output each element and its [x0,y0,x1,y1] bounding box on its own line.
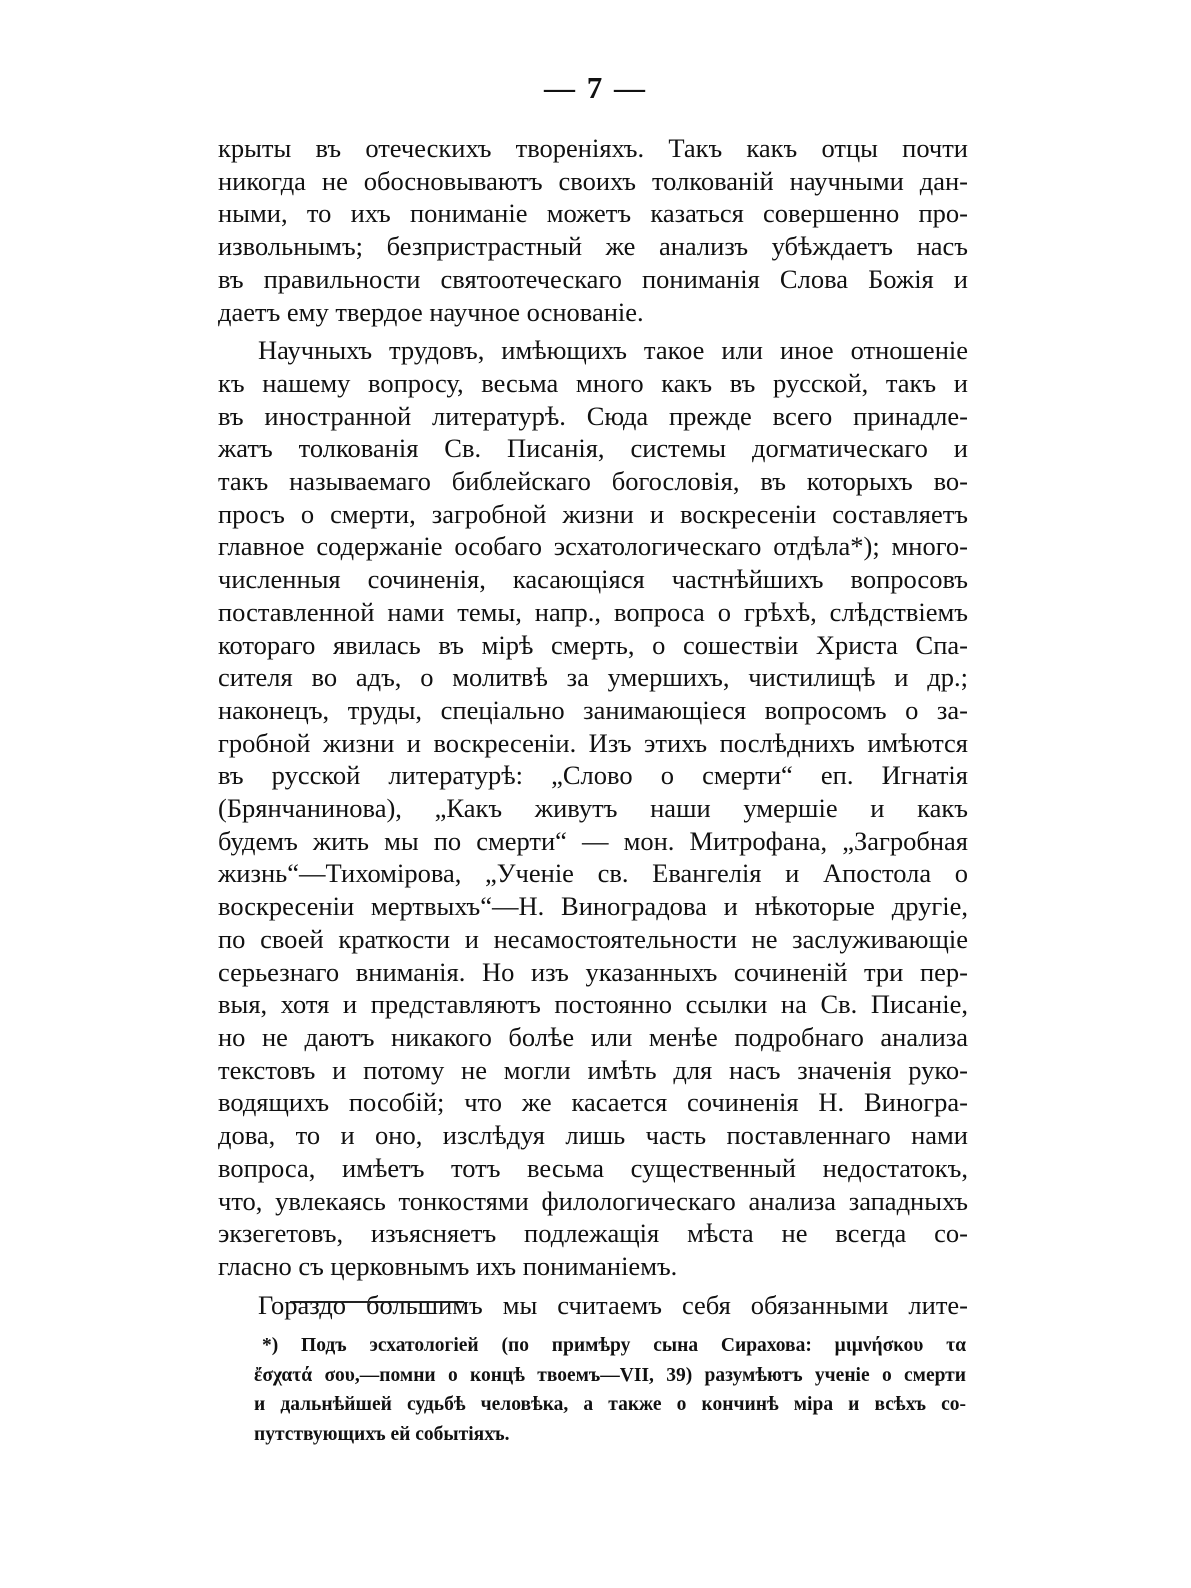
text-line: Научныхъ трудовъ, имѣющихъ такое или иное отношеніе [258,335,968,366]
text-line: Гораздо большимъ мы считаемъ себя обязанными лите- [258,1289,968,1320]
text-line: въ русской литературѣ: „Слово о смерти“ еп. Игнатія [218,760,968,791]
page-number: — 7 — [544,70,647,105]
text-line: котораго явилась въ мірѣ смерть, о сошествіи Христа Спа- [218,629,968,660]
text-line: такъ называемаго библейскаго богословія, въ которыхъ во- [218,466,968,497]
text-line: главное содержаніе особаго эсхатологическаго отдѣла*); много- [218,531,968,562]
text-line: даетъ ему твердое научное основаніе. [218,296,644,327]
footnote [254,1331,966,1449]
text-line: что, увлекаясь тонкостями филологическаго анализа западныхъ [218,1185,968,1216]
footnote-line: и дальнѣйшей судьбѣ человѣка, а также о кончинѣ міра и всѣхъ со- [254,1394,966,1415]
paragraph-1 [218,132,968,328]
text-line: наконецъ, труды, спеціально занимающіеся вопросомъ о за- [218,694,968,725]
text-line: вопроса, имѣетъ тотъ весьма существенный недостатокъ, [218,1152,968,1183]
text-line: въ правильности святоотеческаго пониманія Слова Божія и [218,263,968,294]
text-line: крыты въ отеческихъ твореніяхъ. Такъ какъ отцы почти [218,133,968,163]
text-line: гласно съ церковнымъ ихъ пониманіемъ. [218,1250,678,1281]
text-line: просъ о смерти, загробной жизни и воскресеніи составляетъ [218,498,968,529]
main-text [218,132,968,1321]
text-line: водящихъ пособій; что же касается сочиненія Н. Виногра- [218,1087,968,1118]
paragraph-3 [218,1289,968,1322]
footnote-line: путствующихъ ей событіяхъ. [254,1423,510,1445]
footnote-line: *) Подъ эсхатологіей (по примѣру сына Сирахова: μιμνήσκου τα [262,1335,966,1356]
text-line: къ нашему вопросу, весьма много какъ въ русской, такъ и [218,367,968,398]
text-line: дова, то и оно, изслѣдуя лишь часть поставленнаго нами [218,1120,968,1151]
footnote-line: ἔσχατά σου,—помни о концѣ твоемъ—VII, 39) разумѣютъ ученіе о смерти [254,1364,966,1386]
text-line: будемъ жить мы по смерти“ — мон. Митрофана, „Загробная [218,825,968,856]
text-line: по своей краткости и несамостоятельности не заслуживающіе [218,923,968,954]
text-line: выя, хотя и представляютъ постоянно ссылки на Св. Писаніе, [218,989,968,1020]
text-line: численныя сочиненія, касающіяся частнѣйшихъ вопросовъ [218,564,968,595]
text-line: жизнь“—Тихомірова, „Ученіе св. Евангелія и Апостола о [218,858,968,889]
text-line: гробной жизни и воскресеніи. Изъ этихъ послѣднихъ имѣются [218,727,968,758]
text-line: воскресеніи мертвыхъ“—Н. Виноградова и нѣкоторые другіе, [218,891,968,922]
text-line: поставленной нами темы, напр., вопроса о грѣхѣ, слѣдствіемъ [218,596,968,627]
text-line: ными, то ихъ пониманіе можетъ казаться совершенно про- [218,198,968,229]
text-line: никогда не обосновываютъ своихъ толкованій научными дан- [218,165,968,196]
text-line: но не даютъ никакого болѣе или менѣе подробнаго анализа [218,1021,968,1052]
text-line: сителя во адъ, о молитвѣ за умершихъ, чистилищѣ и др.; [218,662,968,693]
text-line: извольнымъ; безпристрастный же анализъ убѣждаетъ насъ [218,231,968,262]
text-line: серьезнаго вниманія. Но изъ указанныхъ сочиненій три пер- [218,956,968,987]
paragraph-2 [218,334,968,1282]
footnote-separator [290,1301,464,1303]
text-line: (Брянчанинова), „Какъ живутъ наши умершіе и какъ [218,793,968,824]
text-line: жатъ толкованія Св. Писанія, системы догматическаго и [218,433,968,464]
text-line: текстовъ и потому не могли имѣть для насъ значенія руко- [218,1054,968,1085]
text-line: экзегетовъ, изъясняетъ подлежащія мѣста не всегда со- [218,1218,968,1249]
text-line: въ иностранной литературѣ. Сюда прежде всего принадле- [218,400,968,431]
